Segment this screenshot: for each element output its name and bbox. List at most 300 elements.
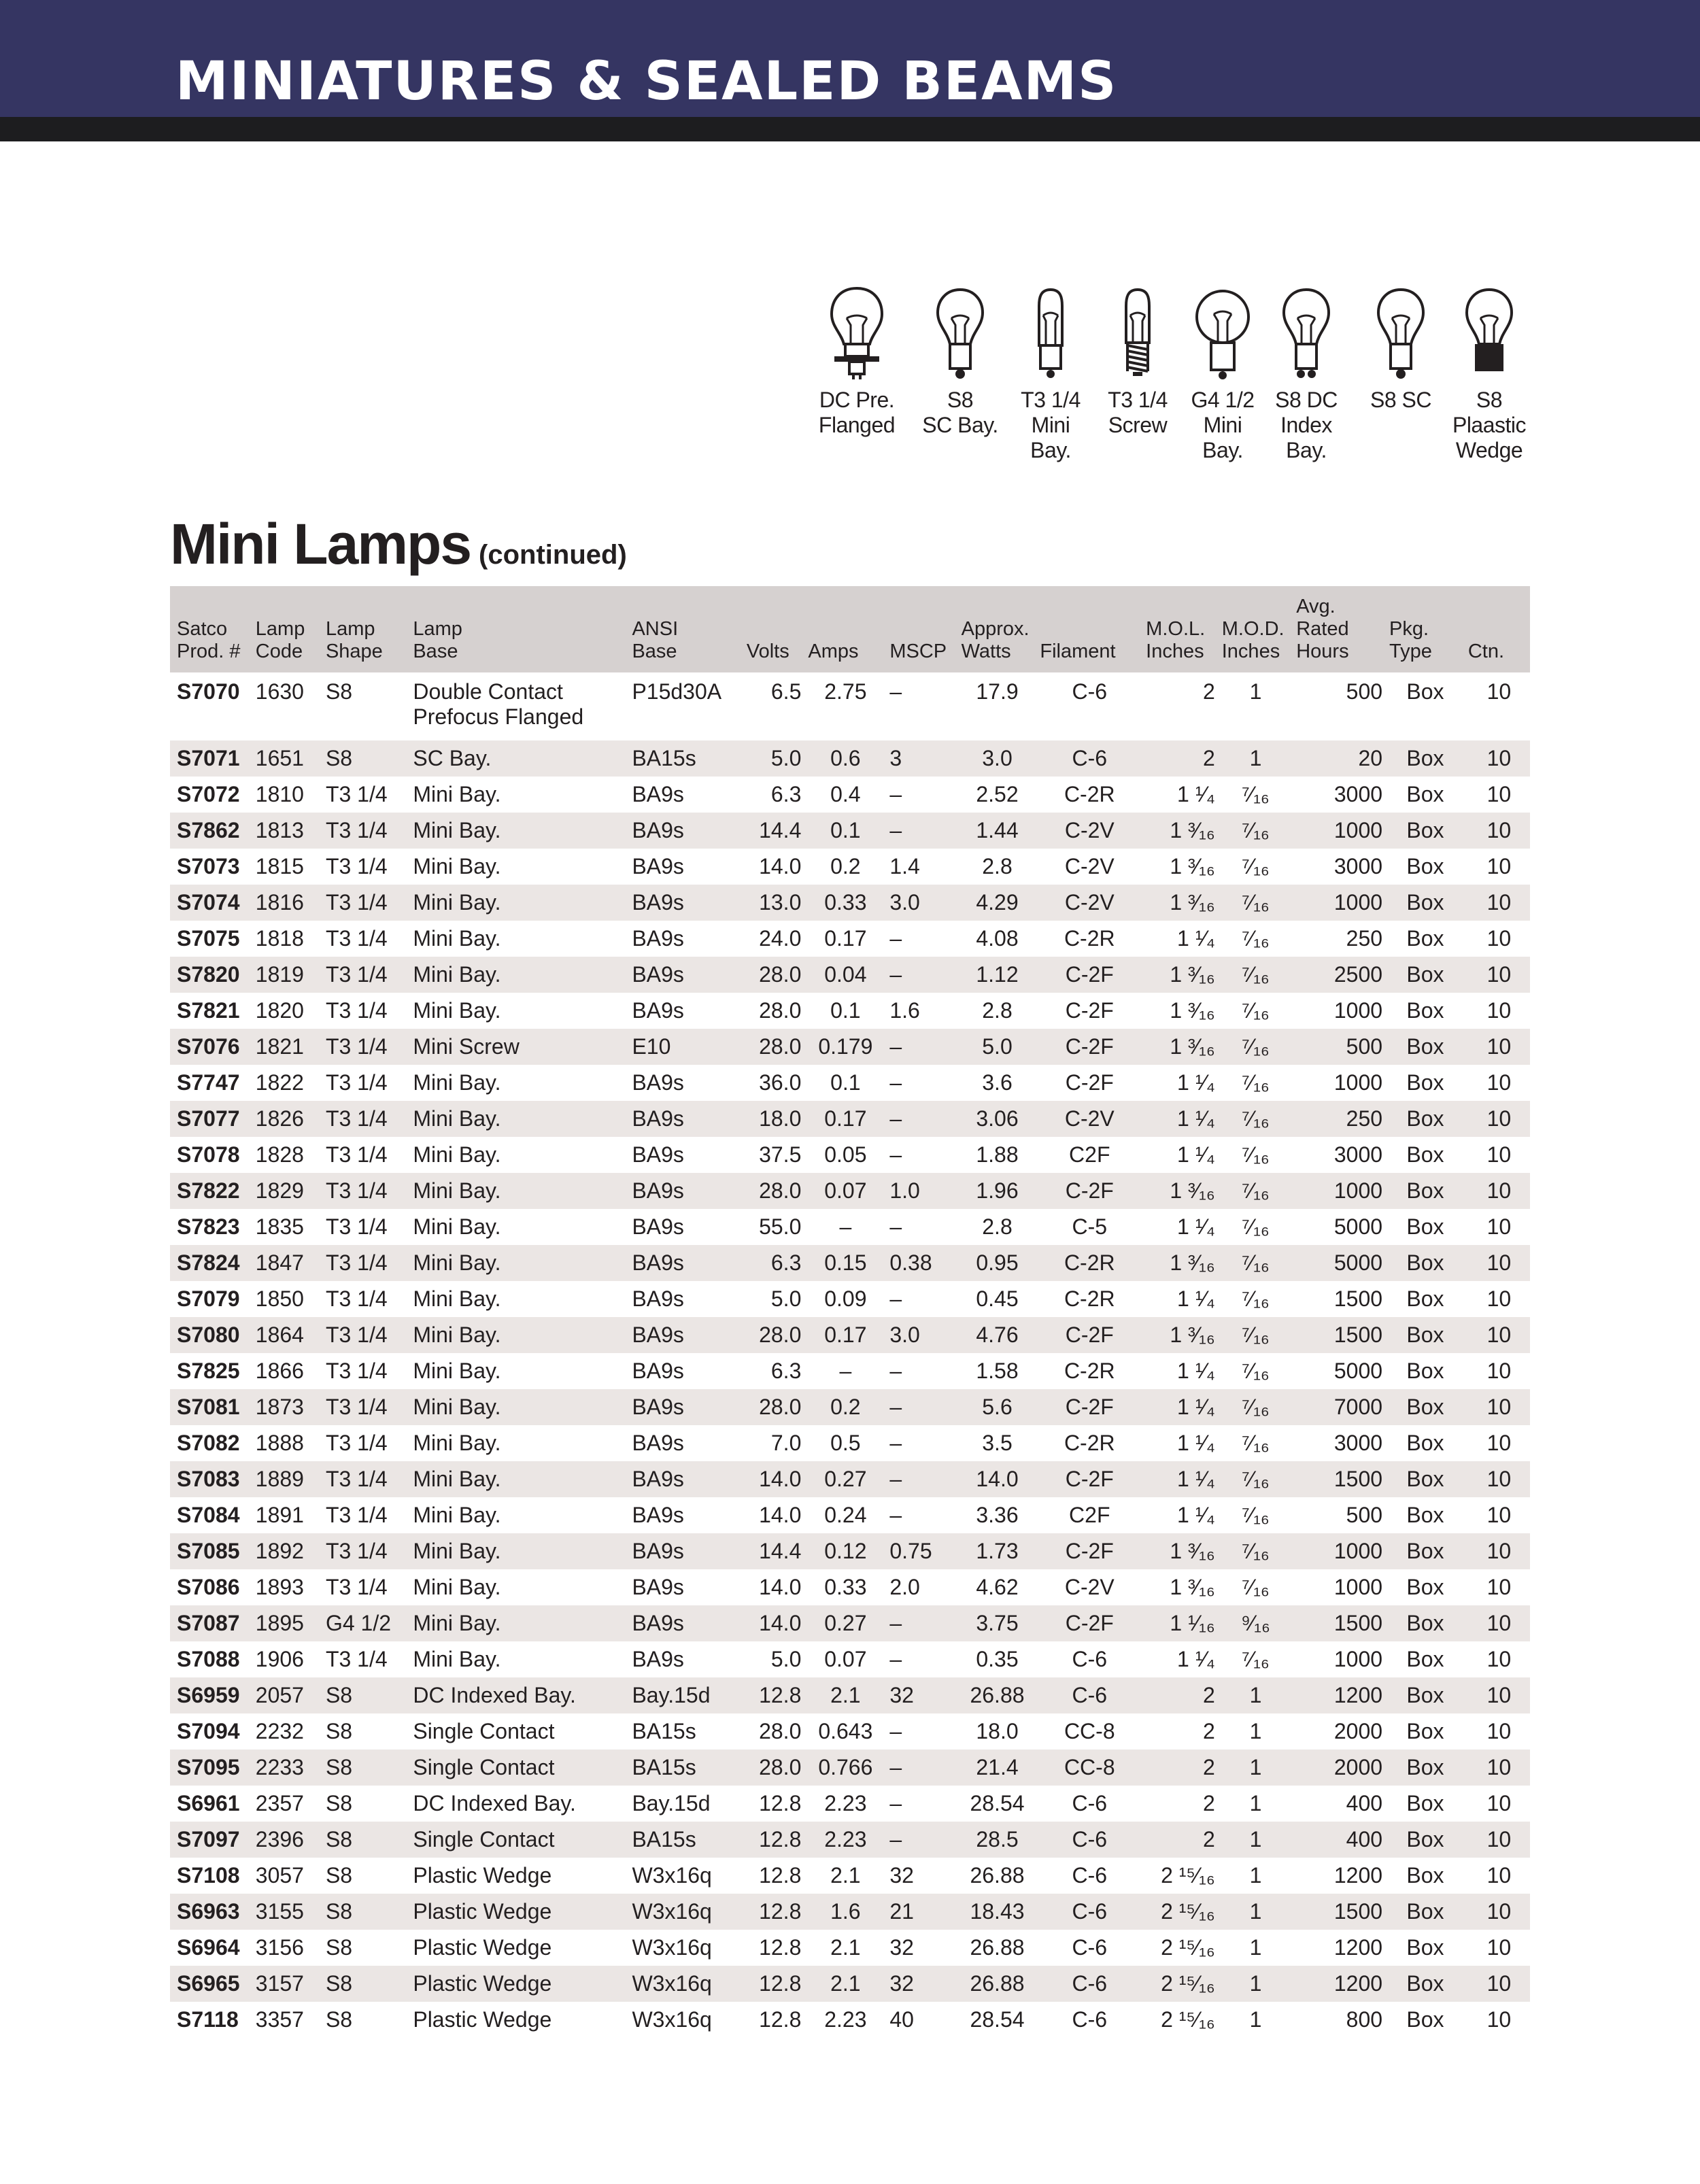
rated-hours-cell: 1500	[1333, 1899, 1383, 1924]
lamp-shape-cell: S8	[325, 1791, 353, 1815]
amps-cell: 2.23	[824, 1791, 867, 1815]
ctn-cell: 10	[1486, 679, 1512, 704]
ansi-base-cell: BA9s	[632, 998, 684, 1023]
pkg-type-cell: Box	[1406, 1503, 1444, 1527]
satco-prod-cell: S6965	[177, 1971, 240, 1996]
filament-cell: C-2F	[1065, 962, 1114, 987]
lamp-base-cell: Single Contact	[413, 1719, 555, 1743]
lamp-code-cell: 1891	[255, 1503, 304, 1527]
column-header: Amps	[808, 641, 859, 662]
lamp-shape-cell: T3 1/4	[325, 1034, 388, 1059]
lamp-shape-cell: T3 1/4	[325, 1575, 388, 1599]
bulb-label: T3 1/4 Screw	[1108, 388, 1168, 437]
rated-hours-cell: 1500	[1333, 1611, 1383, 1635]
satco-prod-cell: S7097	[177, 1827, 240, 1852]
watts-cell: 26.88	[970, 1935, 1025, 1960]
mod-cell: ⁷⁄₁₆	[1242, 1431, 1270, 1455]
column-header: Lamp Base	[413, 618, 462, 662]
watts-cell: 14.0	[976, 1467, 1019, 1491]
mod-cell: 1	[1249, 2007, 1262, 2032]
amps-cell: 0.07	[824, 1178, 867, 1203]
ansi-base-cell: BA9s	[632, 854, 684, 878]
table-row	[170, 957, 1530, 993]
satco-prod-cell: S7082	[177, 1431, 240, 1455]
watts-cell: 1.44	[976, 818, 1019, 842]
watts-cell: 4.76	[976, 1323, 1019, 1347]
lamp-base-cell: Mini Bay.	[413, 1359, 501, 1383]
lamp-base-cell: Mini Bay.	[413, 890, 501, 915]
lamp-code-cell: 1651	[255, 746, 304, 770]
rated-hours-cell: 1000	[1333, 818, 1383, 842]
rated-hours-cell: 3000	[1333, 782, 1383, 806]
mod-cell: ⁷⁄₁₆	[1242, 1647, 1270, 1671]
filament-cell: C-2F	[1065, 1611, 1114, 1635]
filament-cell: CC-8	[1064, 1719, 1115, 1743]
mscp-cell: –	[889, 1827, 902, 1852]
mscp-cell: 3.0	[889, 1323, 920, 1347]
mscp-cell: –	[889, 1286, 902, 1311]
watts-cell: 3.75	[976, 1611, 1019, 1635]
watts-cell: 3.5	[982, 1431, 1013, 1455]
lamp-code-cell: 1892	[255, 1539, 304, 1563]
mod-cell: 1	[1249, 679, 1262, 704]
mscp-cell: –	[889, 1503, 902, 1527]
table-row	[170, 1677, 1530, 1713]
amps-cell: 0.1	[830, 998, 861, 1023]
lamp-base-cell: Mini Bay.	[413, 782, 501, 806]
pkg-type-cell: Box	[1406, 1359, 1444, 1383]
volts-cell: 18.0	[759, 1106, 802, 1131]
ctn-cell: 10	[1486, 1539, 1512, 1563]
lamp-base-cell: Mini Bay.	[413, 1214, 501, 1239]
mod-cell: 1	[1249, 1863, 1262, 1888]
table-row	[170, 1894, 1530, 1930]
filament-cell: C-2F	[1065, 1178, 1114, 1203]
mol-cell: 1 ¹⁄₄	[1177, 1070, 1215, 1095]
amps-cell: 0.179	[818, 1034, 873, 1059]
rated-hours-cell: 400	[1346, 1791, 1383, 1815]
rated-hours-cell: 1000	[1333, 1178, 1383, 1203]
mod-cell: ⁷⁄₁₆	[1242, 1359, 1270, 1383]
lamp-base-cell: Mini Bay.	[413, 1503, 501, 1527]
mol-cell: 1 ¹⁄₄	[1177, 1106, 1215, 1131]
table-row	[170, 1173, 1530, 1209]
pkg-type-cell: Box	[1406, 1034, 1444, 1059]
mol-cell: 2	[1202, 1719, 1215, 1743]
watts-cell: 2.8	[982, 1214, 1013, 1239]
watts-cell: 2.52	[976, 782, 1019, 806]
mol-cell: 1 ¹⁄₁₆	[1170, 1611, 1215, 1635]
ctn-cell: 10	[1486, 1719, 1512, 1743]
bulb-type-s8-dc-index-bay	[1260, 286, 1353, 463]
mol-cell: 2 ¹⁵⁄₁₆	[1161, 1863, 1215, 1888]
volts-cell: 5.0	[770, 746, 802, 770]
filament-cell: C-6	[1072, 1899, 1108, 1924]
mscp-cell: 1.0	[889, 1178, 920, 1203]
mol-cell: 2	[1202, 1755, 1215, 1779]
filament-cell: C-2R	[1064, 1250, 1115, 1275]
lamp-code-cell: 1810	[255, 782, 304, 806]
s8-dc-index-bay-bulb-icon	[1276, 286, 1337, 381]
satco-prod-cell: S7079	[177, 1286, 240, 1311]
volts-cell: 13.0	[759, 890, 802, 915]
lamp-base-cell: Plastic Wedge	[413, 2007, 552, 2032]
mod-cell: 1	[1249, 746, 1262, 770]
mod-cell: 1	[1249, 1755, 1262, 1779]
watts-cell: 5.0	[982, 1034, 1013, 1059]
filament-cell: C-2F	[1065, 1070, 1114, 1095]
mol-cell: 1 ¹⁄₄	[1177, 1395, 1215, 1419]
lamp-code-cell: 2232	[255, 1719, 304, 1743]
column-header: Volts	[746, 641, 789, 662]
filament-cell: C-6	[1072, 746, 1108, 770]
table-row	[170, 813, 1530, 849]
ansi-base-cell: BA9s	[632, 890, 684, 915]
mscp-cell: 3.0	[889, 890, 920, 915]
lamp-shape-cell: S8	[325, 746, 353, 770]
column-header: M.O.L. Inches	[1146, 618, 1206, 662]
table-row	[170, 777, 1530, 813]
satco-prod-cell: S7820	[177, 962, 240, 987]
ansi-base-cell: BA9s	[632, 1070, 684, 1095]
ansi-base-cell: BA9s	[632, 1611, 684, 1635]
watts-cell: 28.54	[970, 2007, 1025, 2032]
lamp-code-cell: 2057	[255, 1683, 304, 1707]
table-row	[170, 1641, 1530, 1677]
volts-cell: 37.5	[759, 1142, 802, 1167]
ansi-base-cell: BA9s	[632, 1214, 684, 1239]
lamp-base-cell: Mini Bay.	[413, 962, 501, 987]
filament-cell: C-2F	[1065, 1539, 1114, 1563]
mini-lamps-table	[170, 586, 1530, 2038]
bulb-type-legend	[802, 286, 1537, 476]
table-row	[170, 1317, 1530, 1353]
volts-cell: 14.0	[759, 1467, 802, 1491]
t3-screw-bulb-icon	[1114, 286, 1161, 381]
ctn-cell: 10	[1486, 1971, 1512, 1996]
amps-cell: 0.766	[818, 1755, 873, 1779]
mol-cell: 1 ¹⁄₄	[1177, 1286, 1215, 1311]
ctn-cell: 10	[1486, 1683, 1512, 1707]
lamp-code-cell: 1813	[255, 818, 304, 842]
mol-cell: 1 ³⁄₁₆	[1170, 1034, 1215, 1059]
column-header: Pkg. Type	[1389, 618, 1432, 662]
watts-cell: 18.0	[976, 1719, 1019, 1743]
satco-prod-cell: S7076	[177, 1034, 240, 1059]
ansi-base-cell: BA9s	[632, 1431, 684, 1455]
watts-cell: 1.73	[976, 1539, 1019, 1563]
pkg-type-cell: Box	[1406, 962, 1444, 987]
amps-cell: 2.23	[824, 1827, 867, 1852]
lamp-base-cell: Mini Bay.	[413, 1575, 501, 1599]
lamp-shape-cell: T3 1/4	[325, 1395, 388, 1419]
lamp-code-cell: 3156	[255, 1935, 304, 1960]
mscp-cell: 0.75	[889, 1539, 932, 1563]
ctn-cell: 10	[1486, 1070, 1512, 1095]
rated-hours-cell: 400	[1346, 1827, 1383, 1852]
amps-cell: 0.27	[824, 1611, 867, 1635]
watts-cell: 1.88	[976, 1142, 1019, 1167]
lamp-base-cell: Mini Bay.	[413, 1106, 501, 1131]
rated-hours-cell: 3000	[1333, 854, 1383, 878]
filament-cell: C-2R	[1064, 1431, 1115, 1455]
bulb-label: S8 SC	[1370, 388, 1431, 412]
mod-cell: 1	[1249, 1791, 1262, 1815]
filament-cell: C-6	[1072, 1971, 1108, 1996]
pkg-type-cell: Box	[1406, 1467, 1444, 1491]
table-body	[170, 672, 1530, 2038]
column-header: Lamp Code	[255, 618, 305, 662]
table-row	[170, 1425, 1530, 1461]
lamp-base-cell: Mini Bay.	[413, 1142, 501, 1167]
mol-cell: 1 ¹⁄₄	[1177, 1503, 1215, 1527]
rated-hours-cell: 1000	[1333, 1539, 1383, 1563]
volts-cell: 6.3	[770, 1359, 802, 1383]
amps-cell: 0.09	[824, 1286, 867, 1311]
lamp-shape-cell: S8	[325, 1827, 353, 1852]
watts-cell: 3.0	[982, 746, 1013, 770]
amps-cell: 0.07	[824, 1647, 867, 1671]
lamp-code-cell: 2233	[255, 1755, 304, 1779]
mscp-cell: –	[889, 1431, 902, 1455]
amps-cell: 1.6	[830, 1899, 861, 1924]
mscp-cell: –	[889, 1142, 902, 1167]
lamp-shape-cell: T3 1/4	[325, 1467, 388, 1491]
ansi-base-cell: BA9s	[632, 1250, 684, 1275]
ansi-base-cell: W3x16q	[632, 1863, 712, 1888]
volts-cell: 28.0	[759, 1755, 802, 1779]
lamp-code-cell: 1820	[255, 998, 304, 1023]
satco-prod-cell: S7822	[177, 1178, 240, 1203]
lamp-base-cell: Plastic Wedge	[413, 1899, 552, 1924]
table-row	[170, 1930, 1530, 1966]
watts-cell: 28.5	[976, 1827, 1019, 1852]
mscp-cell: 32	[889, 1935, 914, 1960]
filament-cell: C-6	[1072, 2007, 1108, 2032]
ctn-cell: 10	[1486, 962, 1512, 987]
amps-cell: –	[839, 1359, 852, 1383]
volts-cell: 12.8	[759, 1971, 802, 1996]
ansi-base-cell: BA9s	[632, 1539, 684, 1563]
table-header-row	[170, 586, 1530, 672]
lamp-shape-cell: T3 1/4	[325, 1178, 388, 1203]
ctn-cell: 10	[1486, 1575, 1512, 1599]
watts-cell: 0.45	[976, 1286, 1019, 1311]
pkg-type-cell: Box	[1406, 1827, 1444, 1852]
lamp-base-cell: Mini Bay.	[413, 998, 501, 1023]
amps-cell: 0.643	[818, 1719, 873, 1743]
amps-cell: 0.04	[824, 962, 867, 987]
filament-cell: C-5	[1072, 1214, 1108, 1239]
filament-cell: C-2R	[1064, 1359, 1115, 1383]
watts-cell: 1.96	[976, 1178, 1019, 1203]
mscp-cell: –	[889, 679, 902, 704]
mol-cell: 1 ¹⁄₄	[1177, 1142, 1215, 1167]
filament-cell: C-2R	[1064, 1286, 1115, 1311]
mod-cell: ⁷⁄₁₆	[1242, 818, 1270, 842]
mscp-cell: –	[889, 818, 902, 842]
lamp-shape-cell: S8	[325, 2007, 353, 2032]
satco-prod-cell: S7073	[177, 854, 240, 878]
satco-prod-cell: S7074	[177, 890, 240, 915]
lamp-base-cell: Plastic Wedge	[413, 1863, 552, 1888]
mol-cell: 1 ¹⁄₄	[1177, 1647, 1215, 1671]
page-header-title: MINIATURES & SEALED BEAMS	[175, 51, 1118, 112]
filament-cell: C-2V	[1064, 890, 1115, 915]
ctn-cell: 10	[1486, 1142, 1512, 1167]
pkg-type-cell: Box	[1406, 1142, 1444, 1167]
table-row	[170, 1497, 1530, 1533]
satco-prod-cell: S7078	[177, 1142, 240, 1167]
amps-cell: 0.17	[824, 926, 867, 951]
volts-cell: 28.0	[759, 1395, 802, 1419]
amps-cell: 2.1	[830, 1863, 861, 1888]
rated-hours-cell: 2000	[1333, 1719, 1383, 1743]
volts-cell: 24.0	[759, 926, 802, 951]
lamp-code-cell: 1866	[255, 1359, 304, 1383]
volts-cell: 12.8	[759, 1935, 802, 1960]
ansi-base-cell: BA15s	[632, 746, 696, 770]
volts-cell: 12.8	[759, 1827, 802, 1852]
mol-cell: 1 ³⁄₁₆	[1170, 818, 1215, 842]
watts-cell: 2.8	[982, 854, 1013, 878]
amps-cell: 2.23	[824, 2007, 867, 2032]
mod-cell: ⁷⁄₁₆	[1242, 926, 1270, 951]
mod-cell: ⁷⁄₁₆	[1242, 890, 1270, 915]
rated-hours-cell: 1000	[1333, 1070, 1383, 1095]
mol-cell: 2	[1202, 746, 1215, 770]
lamp-code-cell: 1829	[255, 1178, 304, 1203]
mol-cell: 1 ³⁄₁₆	[1170, 1250, 1215, 1275]
amps-cell: 0.5	[830, 1431, 861, 1455]
volts-cell: 12.8	[759, 1791, 802, 1815]
filament-cell: C-2V	[1064, 1106, 1115, 1131]
amps-cell: 0.15	[824, 1250, 867, 1275]
rated-hours-cell: 3000	[1333, 1142, 1383, 1167]
rated-hours-cell: 7000	[1333, 1395, 1383, 1419]
mod-cell: 1	[1249, 1935, 1262, 1960]
mol-cell: 1 ¹⁄₄	[1177, 1467, 1215, 1491]
volts-cell: 12.8	[759, 1899, 802, 1924]
mscp-cell: –	[889, 1791, 902, 1815]
lamp-code-cell: 1821	[255, 1034, 304, 1059]
mod-cell: ⁷⁄₁₆	[1242, 1323, 1270, 1347]
amps-cell: 0.6	[830, 746, 861, 770]
column-header: M.O.D. Inches	[1221, 618, 1285, 662]
volts-cell: 36.0	[759, 1070, 802, 1095]
lamp-base-cell: Mini Bay.	[413, 1250, 501, 1275]
lamp-code-cell: 1864	[255, 1323, 304, 1347]
lamp-code-cell: 2357	[255, 1791, 304, 1815]
satco-prod-cell: S7108	[177, 1863, 240, 1888]
bulb-type-t3-mini-bay	[1004, 286, 1097, 463]
table-row	[170, 885, 1530, 921]
lamp-shape-cell: S8	[325, 1863, 353, 1888]
lamp-shape-cell: T3 1/4	[325, 998, 388, 1023]
lamp-shape-cell: T3 1/4	[325, 1503, 388, 1527]
bulb-label: T3 1/4 Mini Bay.	[1021, 388, 1081, 462]
lamp-shape-cell: T3 1/4	[325, 1359, 388, 1383]
pkg-type-cell: Box	[1406, 1935, 1444, 1960]
ctn-cell: 10	[1486, 926, 1512, 951]
pkg-type-cell: Box	[1406, 926, 1444, 951]
watts-cell: 3.6	[982, 1070, 1013, 1095]
mod-cell: ⁷⁄₁₆	[1242, 854, 1270, 878]
satco-prod-cell: S7825	[177, 1359, 240, 1383]
mscp-cell: –	[889, 1359, 902, 1383]
volts-cell: 14.4	[759, 1539, 802, 1563]
volts-cell: 28.0	[759, 1719, 802, 1743]
pkg-type-cell: Box	[1406, 854, 1444, 878]
table-row	[170, 1389, 1530, 1425]
pkg-type-cell: Box	[1406, 1539, 1444, 1563]
table-row	[170, 740, 1530, 777]
mscp-cell: 21	[889, 1899, 914, 1924]
ctn-cell: 10	[1486, 854, 1512, 878]
ansi-base-cell: W3x16q	[632, 1935, 712, 1960]
mscp-cell: 32	[889, 1971, 914, 1996]
mod-cell: 1	[1249, 1899, 1262, 1924]
satco-prod-cell: S7095	[177, 1755, 240, 1779]
amps-cell: 2.1	[830, 1935, 861, 1960]
lamp-code-cell: 3057	[255, 1863, 304, 1888]
table-row	[170, 1605, 1530, 1641]
table-row	[170, 1245, 1530, 1281]
mol-cell: 1 ¹⁄₄	[1177, 1431, 1215, 1455]
table-row	[170, 1822, 1530, 1858]
table-row	[170, 1137, 1530, 1173]
lamp-base-cell: Mini Bay.	[413, 854, 501, 878]
lamp-shape-cell: T3 1/4	[325, 1142, 388, 1167]
volts-cell: 6.3	[770, 1250, 802, 1275]
mscp-cell: –	[889, 962, 902, 987]
mol-cell: 1 ¹⁄₄	[1177, 926, 1215, 951]
ansi-base-cell: W3x16q	[632, 2007, 712, 2032]
lamp-base-cell: Mini Bay.	[413, 1395, 501, 1419]
volts-cell: 14.0	[759, 1611, 802, 1635]
filament-cell: C-2V	[1064, 854, 1115, 878]
ctn-cell: 10	[1486, 1467, 1512, 1491]
volts-cell: 28.0	[759, 1178, 802, 1203]
rated-hours-cell: 1200	[1333, 1863, 1383, 1888]
satco-prod-cell: S7075	[177, 926, 240, 951]
mscp-cell: 2.0	[889, 1575, 920, 1599]
mod-cell: ⁹⁄₁₆	[1241, 1611, 1270, 1635]
watts-cell: 4.29	[976, 890, 1019, 915]
amps-cell: 0.1	[830, 818, 861, 842]
ansi-base-cell: BA9s	[632, 1359, 684, 1383]
amps-cell: 2.1	[830, 1683, 861, 1707]
amps-cell: 0.1	[830, 1070, 861, 1095]
table-row	[170, 672, 1530, 740]
column-header: Lamp Shape	[325, 618, 383, 662]
mod-cell: 1	[1249, 1683, 1262, 1707]
lamp-code-cell: 1815	[255, 854, 304, 878]
pkg-type-cell: Box	[1406, 1611, 1444, 1635]
filament-cell: C2F	[1069, 1503, 1110, 1527]
table-row	[170, 1353, 1530, 1389]
satco-prod-cell: S7071	[177, 746, 240, 770]
ctn-cell: 10	[1486, 1755, 1512, 1779]
ctn-cell: 10	[1486, 1250, 1512, 1275]
pkg-type-cell: Box	[1406, 1575, 1444, 1599]
watts-cell: 18.43	[970, 1899, 1025, 1924]
mol-cell: 1 ³⁄₁₆	[1170, 962, 1215, 987]
amps-cell: 0.05	[824, 1142, 867, 1167]
filament-cell: C-2V	[1064, 818, 1115, 842]
lamp-shape-cell: S8	[325, 1755, 353, 1779]
ansi-base-cell: P15d30A	[632, 679, 722, 704]
